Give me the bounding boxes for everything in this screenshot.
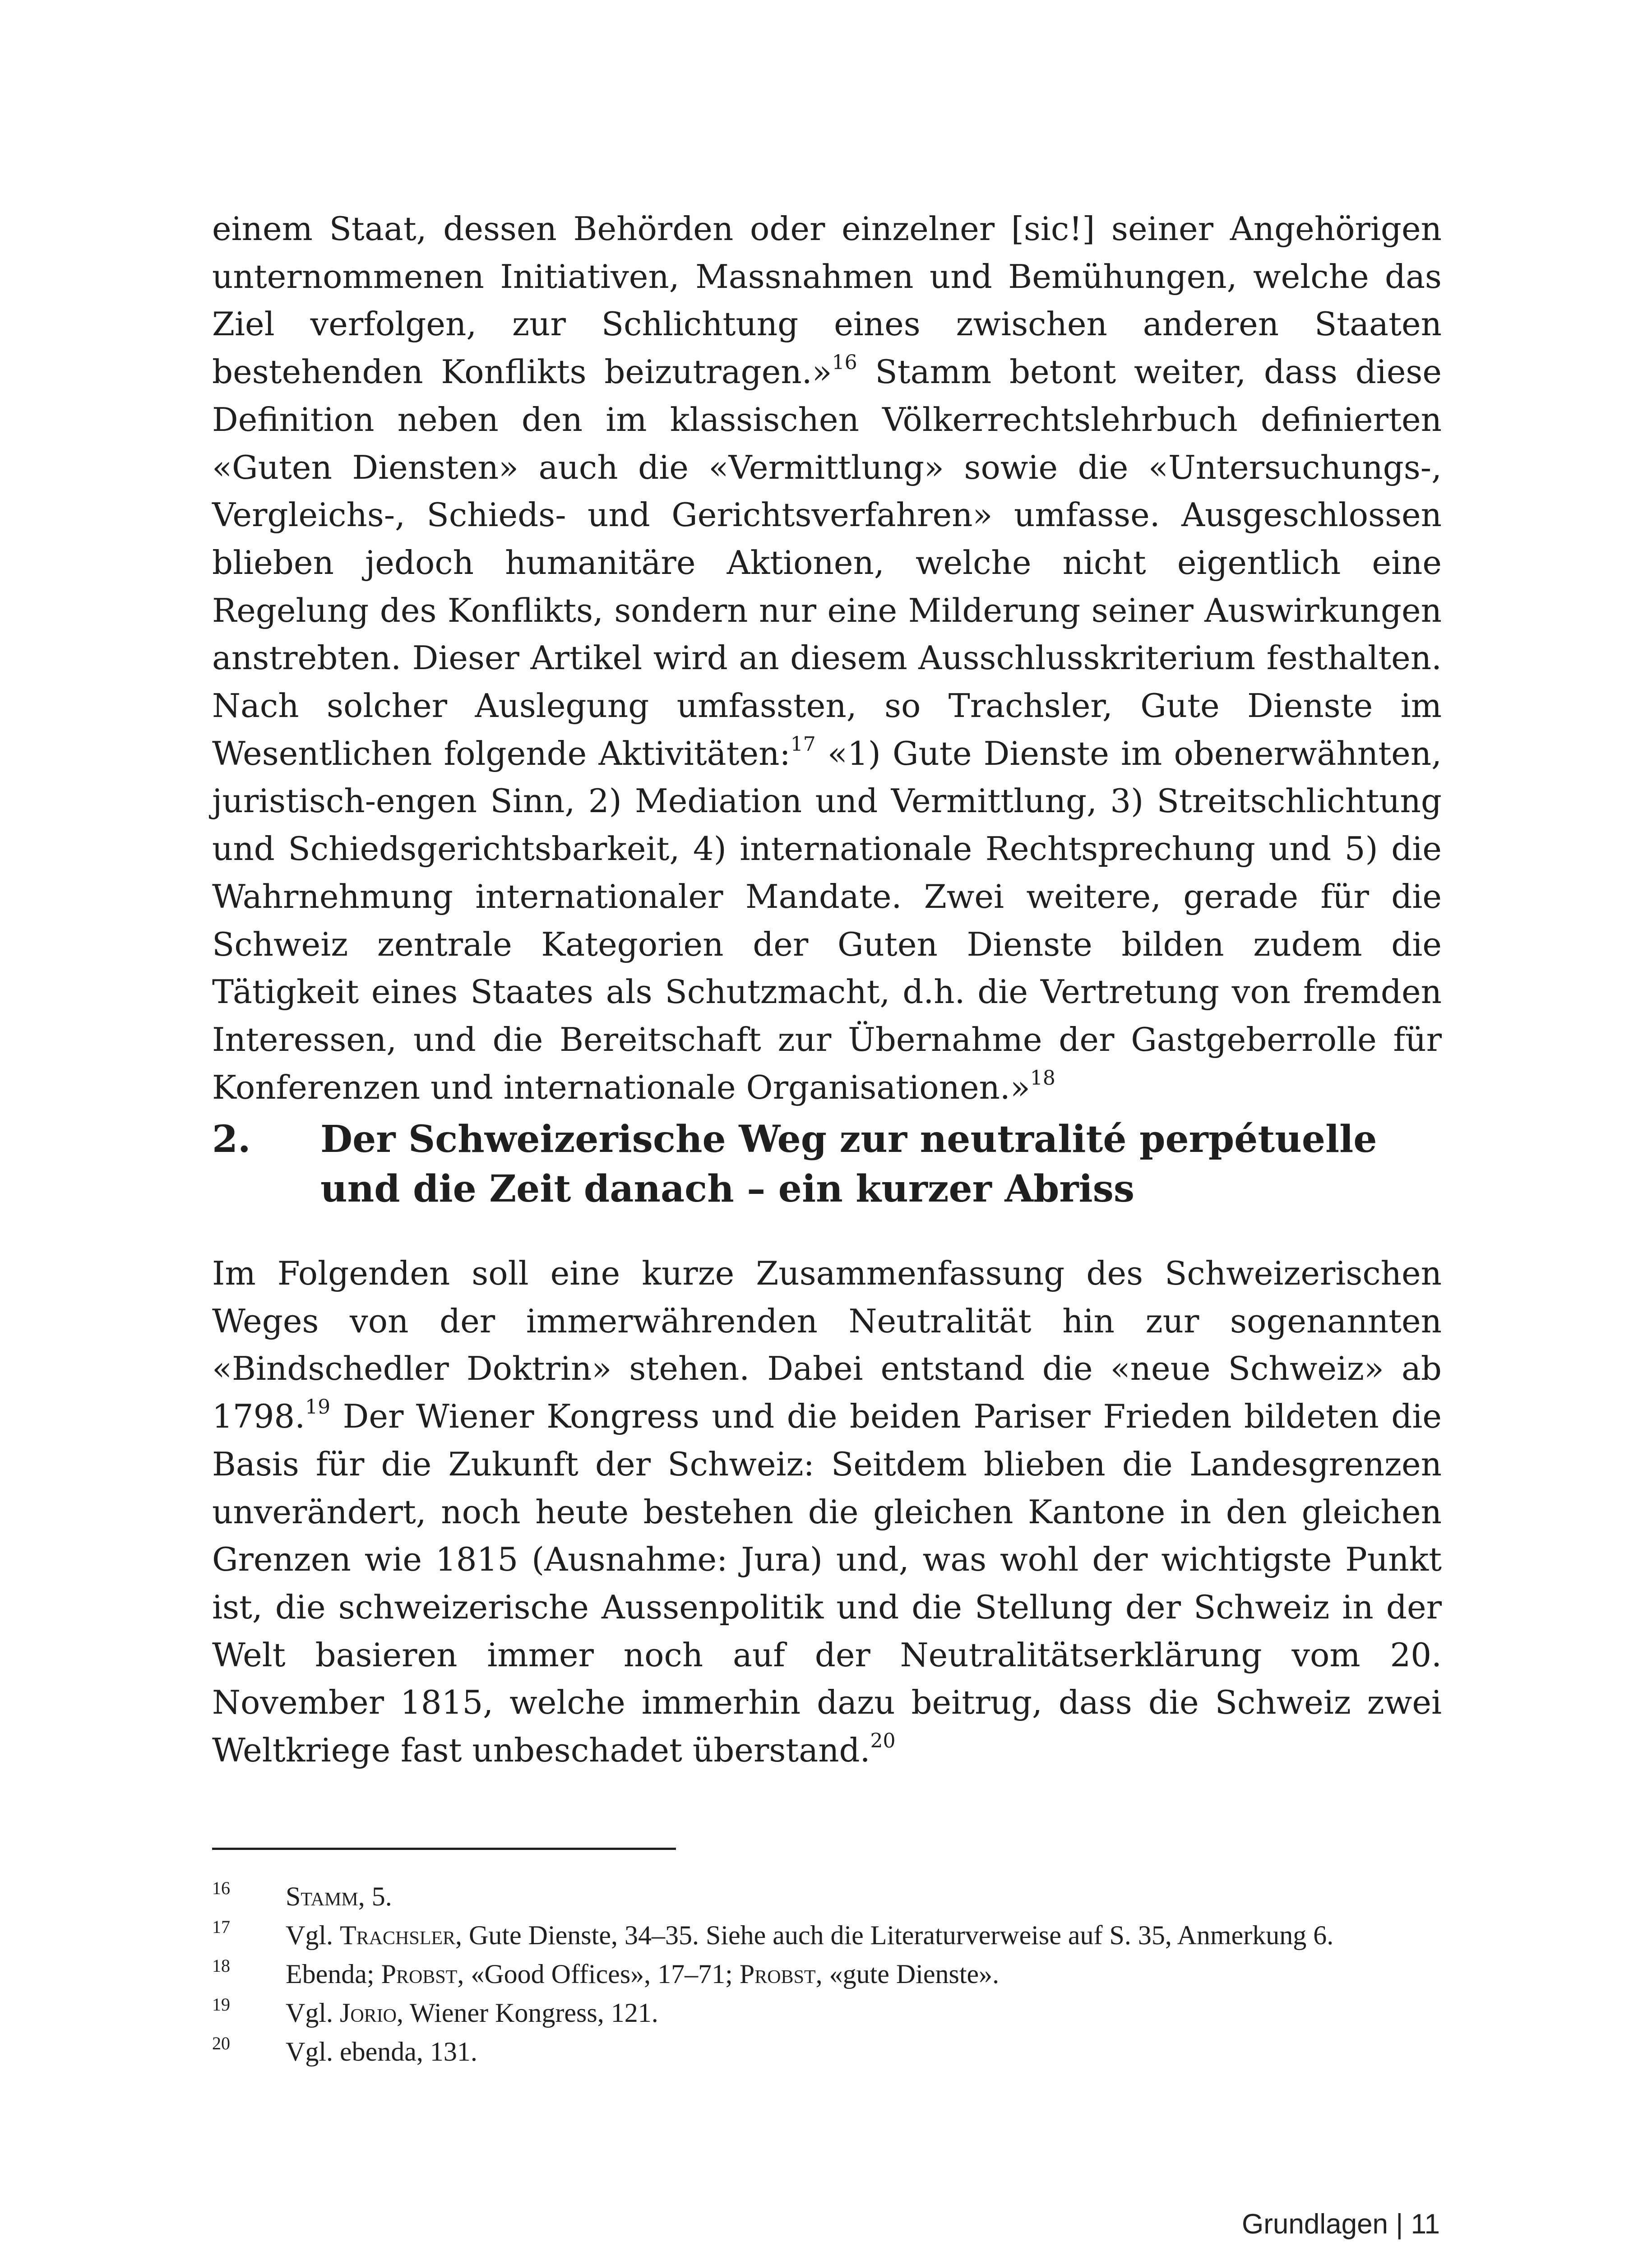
footnote-author: Probst [739, 1959, 816, 1989]
section-title: Der Schweizerische Weg zur neutralité perpétuelle und die Zeit danach – ein kurzer Abriss [320, 1118, 1377, 1211]
footnote-18 [212, 1955, 1442, 1993]
footnote-ref-17[interactable]: 17 [790, 732, 816, 756]
footnote-text [286, 1877, 1442, 1916]
footnote-citation: , «Good Offices», 17–71; [457, 1959, 740, 1989]
footnote-20 [212, 2032, 1442, 2071]
body-paragraph-2 [212, 1250, 1442, 1775]
page-footer [1242, 2206, 1440, 2242]
footnote-text [286, 1955, 1442, 1993]
paragraph-1-text-a: einem Staat, dessen Behörden oder einzelner [sic!] seiner Angehörigen unternommenen Initiativen, Massnahmen und Bemühungen, welche das Ziel verfolgen, zur Schlichtung eines zwischen anderen Staaten bestehenden Konflikts beizutragen.» [212, 210, 1442, 391]
footnote-text [286, 1993, 1442, 2032]
footer-separator: | [1396, 2209, 1403, 2240]
footnote-citation: , «gute Dienste». [815, 1959, 1000, 1989]
paragraph-2-text-a: Im Folgenden soll eine kurze Zusammenfassung des Schweizerischen Weges von der immerwährenden Neutralität hin zur sogenannten «Bindschedler Doktrin» stehen. Dabei entstand die «neue Schweiz» ab 1798. [212, 1254, 1442, 1436]
footnote-prefix: Ebenda; [286, 1959, 381, 1989]
footnote-author: Probst [381, 1959, 458, 1989]
footnote-author: Trachsler [340, 1920, 456, 1950]
footnote-citation: , 5. [358, 1882, 392, 1911]
footnote-author: Stamm [286, 1882, 358, 1911]
footnote-divider [212, 1848, 676, 1850]
footnote-prefix: Vgl. [286, 1920, 340, 1950]
paragraph-1-text-c: «1) Gute Dienste im obenerwähnten, juristisch-engen Sinn, 2) Mediation und Vermittlung, 3) Streitschlichtung und Schiedsgerichtsbarkeit, 4) internationale Rechtsprechung und 5) die Wahrnehmung internationaler Mandate. Zwei weitere, gerade für die Schweiz zentrale Kategorien der Guten Dienste bilden zudem die Tätigkeit eines Staates als Schutzmacht, d.h. die Vertretung von fremden Interessen, und die Bereitschaft zur Übernahme der Gastgeberrolle für Konferenzen und internationale Organisationen.» [212, 734, 1442, 1106]
body-paragraph-1 [212, 205, 1442, 1111]
page-number: 11 [1411, 2209, 1440, 2240]
footnote-text [286, 1916, 1442, 1955]
footnote-ref-19[interactable]: 19 [305, 1396, 331, 1419]
paragraph-1-text-b: Stamm betont weiter, dass diese Definition neben den im klassischen Völkerrechtslehrbuch definierten «Guten Diensten» auch die «Vermittlung» sowie die «Untersuchungs-, Vergleichs-, Schieds- und Gerichtsverfahren» umfasse. Ausgeschlossen blieben jedoch humanitäre Aktionen, welche nicht eigentlich eine Regelung des Konflikts, sondern nur eine Milderung seiner Auswirkungen anstrebten. Dieser Artikel wird an diesem Ausschlusskriterium festhalten. Nach solcher Auslegung umfassten, so Trachsler, Gute Dienste im Wesentlichen folgende Aktivitäten: [212, 353, 1442, 772]
running-section-title: Grundlagen [1242, 2209, 1388, 2240]
footnote-17 [212, 1916, 1442, 1955]
footnote-number: 16 [212, 1878, 230, 1898]
footnote-number: 18 [212, 1956, 230, 1976]
section-number: 2. [212, 1118, 251, 1161]
section-heading [212, 1114, 1442, 1214]
paragraph-2-text-b: Der Wiener Kongress und die beiden Pariser Frieden bildeten die Basis für die Zukunft der Schweiz: Seitdem blieben die Landesgrenzen unverändert, noch heute bestehen die gleichen Kantone in den gleichen Grenzen wie 1815 (Ausnahme: Jura) und, was wohl der wichtigste Punkt ist, die schweizerische Aussenpolitik und die Stellung der Schweiz in der Welt basieren immer noch auf der Neutralitätserklärung vom 20. November 1815, welche immerhin dazu beitrug, dass die Schweiz zwei Weltkriege fast unbeschadet überstand. [212, 1397, 1442, 1770]
footnote-citation: , Wiener Kongress, 121. [397, 1998, 658, 2028]
footnote-citation: , Gute Dienste, 34–35. Siehe auch die Literaturverweise auf S. 35, Anmerkung 6. [455, 1920, 1334, 1950]
footnote-author: Jorio [340, 1998, 397, 2028]
footnote-number: 19 [212, 1994, 230, 2015]
footnote-ref-20[interactable]: 20 [870, 1729, 896, 1753]
footnote-16 [212, 1877, 1442, 1916]
footnote-ref-18[interactable]: 18 [1030, 1066, 1055, 1090]
footnote-text: Vgl. ebenda, 131. [286, 2037, 477, 2066]
footnote-number: 20 [212, 2033, 230, 2053]
footnote-number: 17 [212, 1917, 230, 1937]
footnote-ref-16[interactable]: 16 [832, 351, 857, 374]
footnote-19 [212, 1993, 1442, 2032]
footnote-prefix: Vgl. [286, 1998, 340, 2028]
footnote-list [212, 1877, 1442, 2071]
